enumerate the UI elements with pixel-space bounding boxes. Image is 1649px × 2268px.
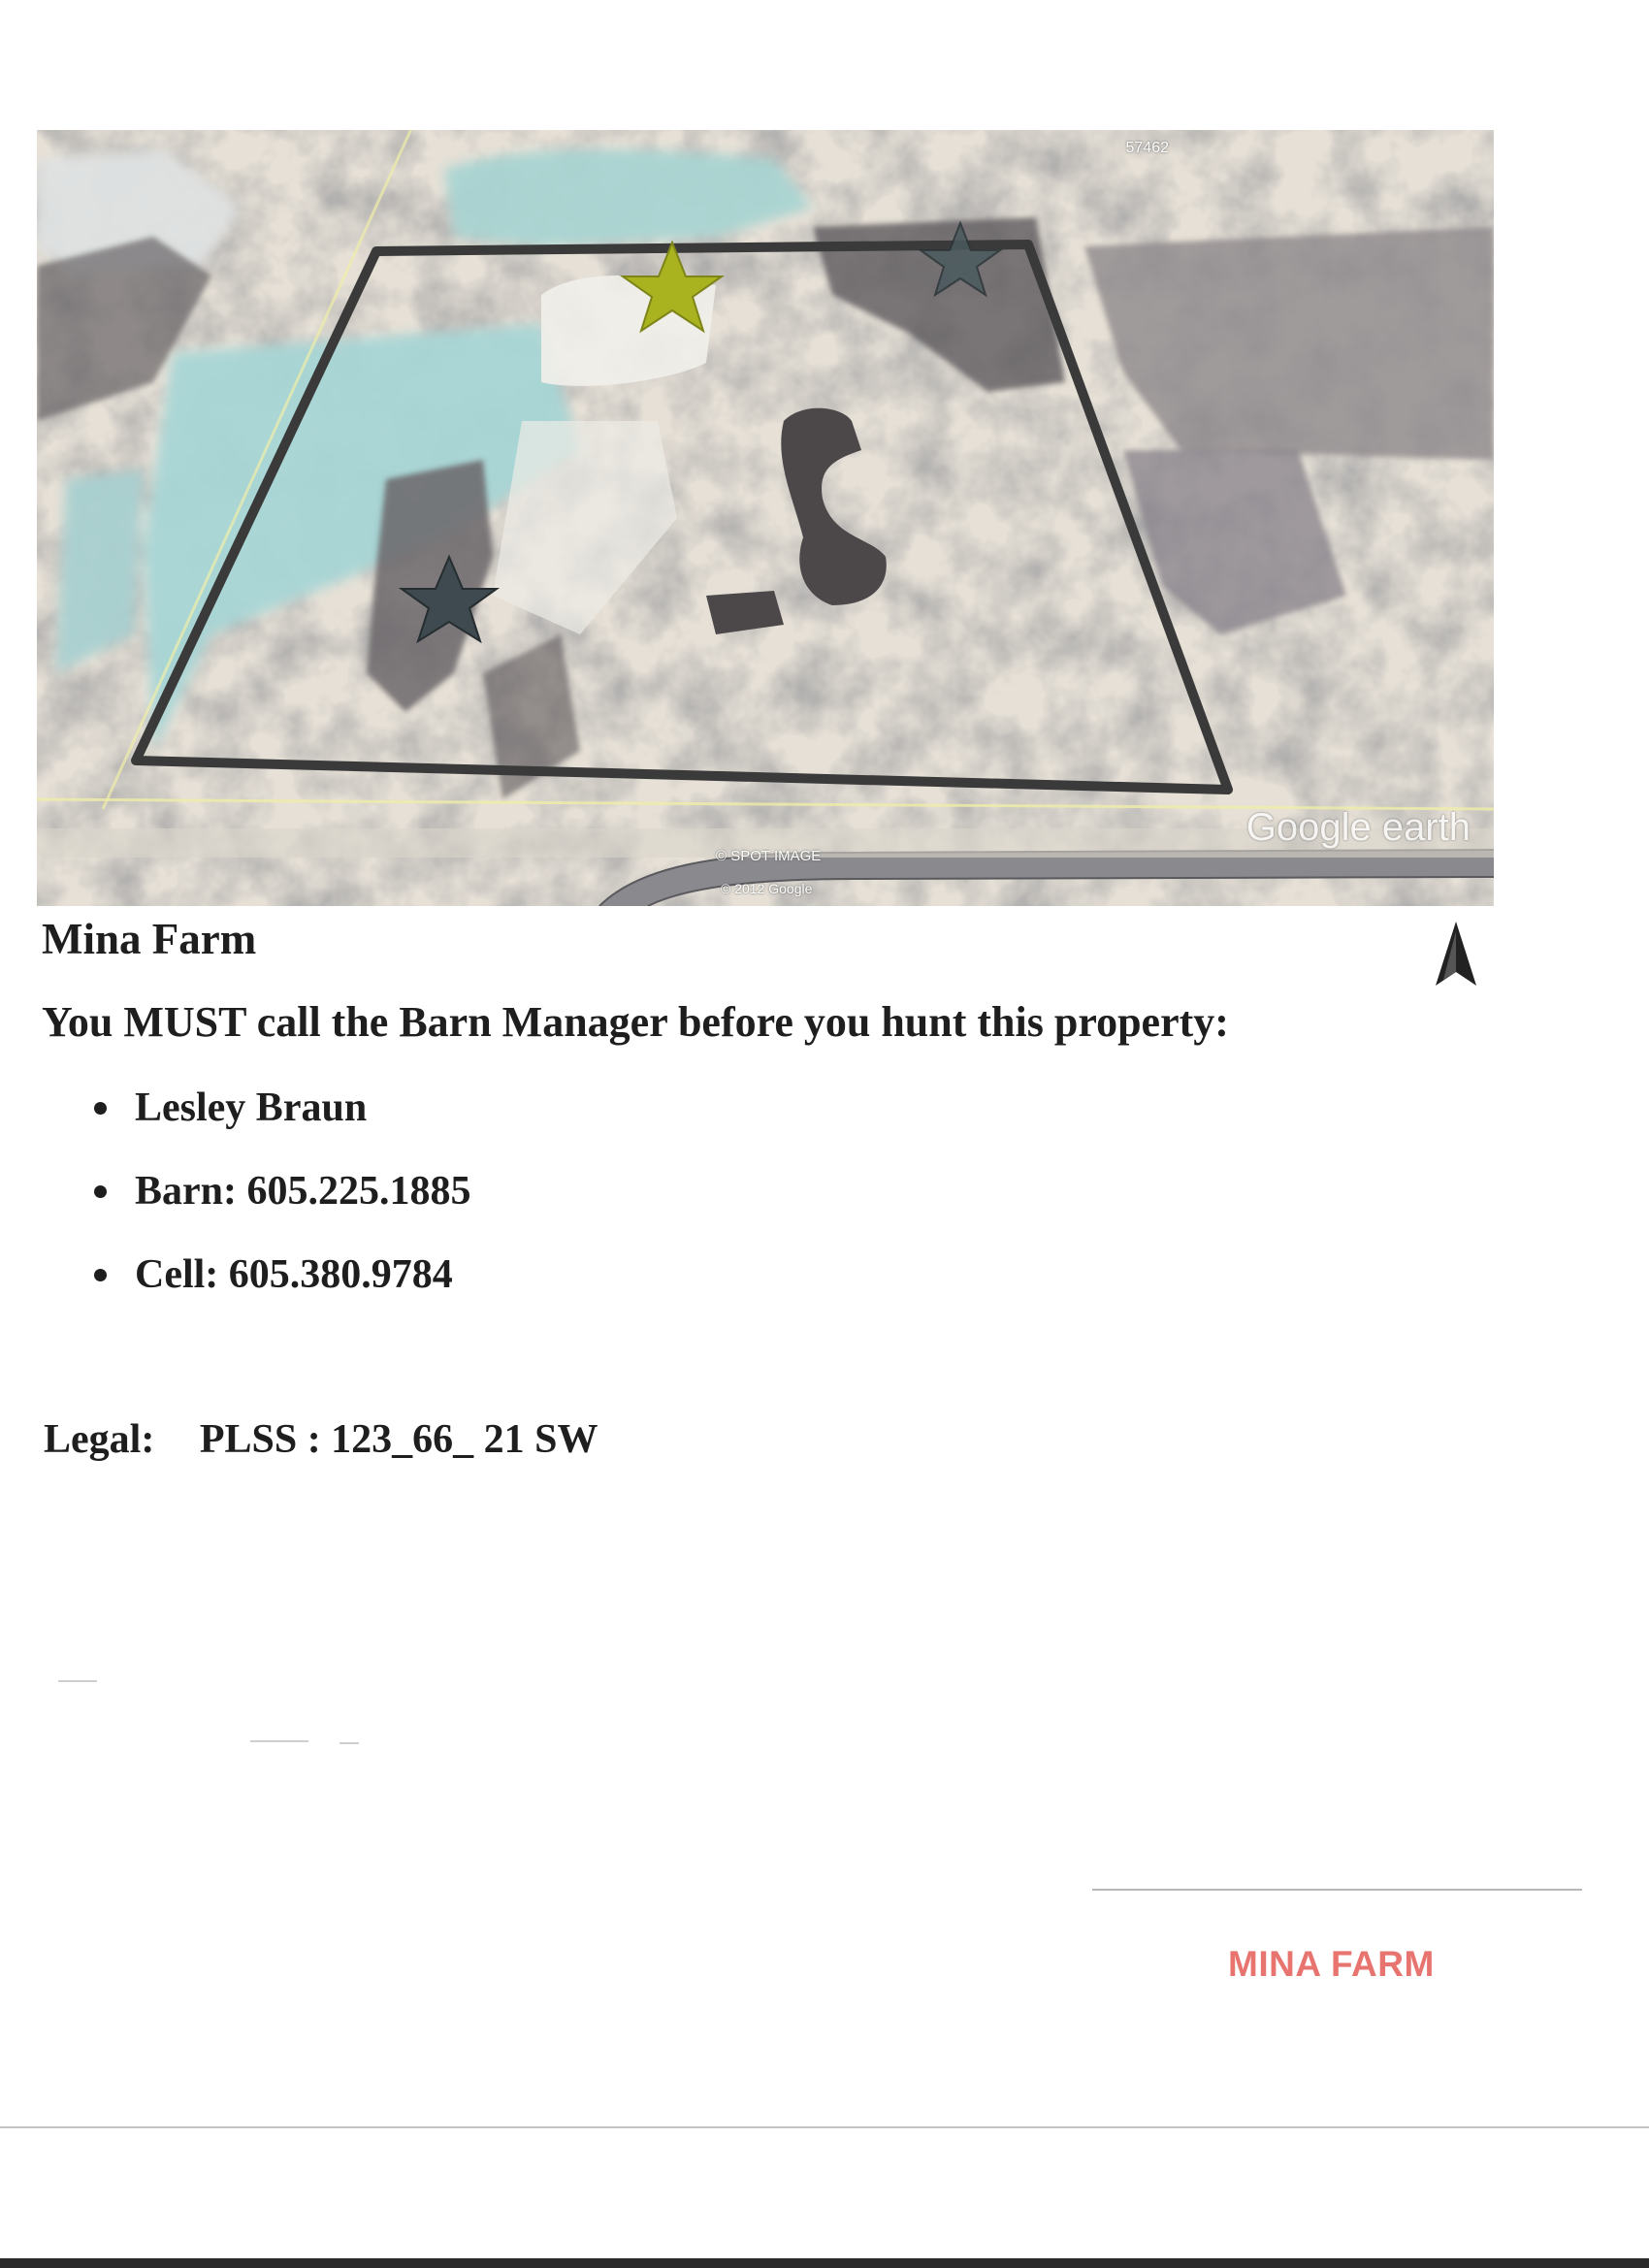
map-zip-label: 57462 xyxy=(1125,140,1169,156)
map-watermark: Google earth xyxy=(1245,806,1471,849)
scan-mark xyxy=(250,1740,308,1742)
contact-list xyxy=(42,1079,471,1329)
bullet-icon xyxy=(94,1269,107,1281)
page-divider xyxy=(0,2126,1649,2128)
legal-label: Legal: xyxy=(44,1417,155,1462)
legal-value: PLSS : 123_66_ 21 SW xyxy=(199,1417,598,1462)
barn-phone: Barn: 605.225.1885 xyxy=(135,1169,471,1214)
page-title: Mina Farm xyxy=(42,915,257,963)
list-item xyxy=(42,1162,471,1246)
list-item xyxy=(42,1079,471,1162)
signature-line xyxy=(1092,1889,1582,1891)
map-credit-2: © 2012 Google xyxy=(721,881,813,896)
list-item xyxy=(42,1246,471,1329)
aerial-map-image xyxy=(37,130,1494,906)
contact-name: Lesley Braun xyxy=(135,1085,368,1130)
north-arrow-icon xyxy=(1434,922,1478,988)
cell-phone: Cell: 605.380.9784 xyxy=(135,1252,453,1297)
aerial-map-graphic xyxy=(37,130,1494,906)
bullet-icon xyxy=(94,1102,107,1115)
map-credit-1: © SPOT IMAGE xyxy=(716,848,822,864)
legal-description xyxy=(44,1416,598,1463)
call-notice: You MUST call the Barn Manager before you hunt this property: xyxy=(42,998,1229,1046)
scan-mark xyxy=(58,1680,97,1682)
footer-brand: MINA FARM xyxy=(1228,1944,1435,1984)
bullet-icon xyxy=(94,1185,107,1198)
scan-edge xyxy=(0,2258,1649,2268)
scan-mark xyxy=(340,1742,359,1744)
